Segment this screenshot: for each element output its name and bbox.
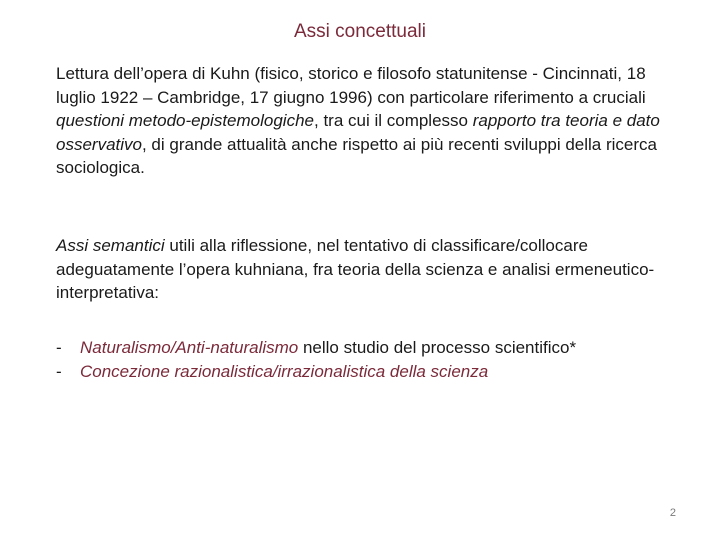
bullet-dash: -: [56, 362, 62, 381]
list-item: [56, 360, 696, 384]
list-item: [56, 336, 696, 360]
intro-paragraph: [56, 62, 676, 180]
intro-text-c: , di grande attualità anche rispetto ai più recenti sviluppi della ricerca sociologica.: [56, 134, 657, 177]
semantic-italic: Assi semantici: [56, 236, 165, 255]
intro-text-b: , tra cui il complesso: [314, 111, 473, 130]
bullet-dash: -: [56, 338, 62, 357]
semantic-axes-paragraph: [56, 234, 676, 305]
intro-italic-b: rapporto tra teoria e dato osservativo: [56, 111, 660, 154]
axes-list: [56, 336, 696, 384]
intro-text-a: Lettura dell’opera di Kuhn (fisico, storico e filosofo statunitense - Cincinnati, 18 luglio 1922 – Cambridge, 17 giugno 1996) con particolare riferimento a cruciali: [56, 64, 646, 107]
semantic-text: utili alla riflessione, nel tentativo di classificare/collocare adeguatamente l’opera kuhniana, fra teoria della scienza e analisi ermeneutico-interpretativa:: [56, 236, 655, 302]
bullet-accent-text: Naturalismo/Anti-naturalismo: [80, 338, 299, 357]
page-number: 2: [669, 507, 676, 519]
bullet-accent-text: Concezione razionalistica/irrazionalistica della scienza: [80, 362, 489, 381]
intro-italic-a: questioni metodo-epistemologiche: [56, 111, 314, 130]
slide-title: Assi concettuali: [293, 21, 426, 42]
bullet-rest-text: nello studio del processo scientifico*: [298, 338, 577, 357]
